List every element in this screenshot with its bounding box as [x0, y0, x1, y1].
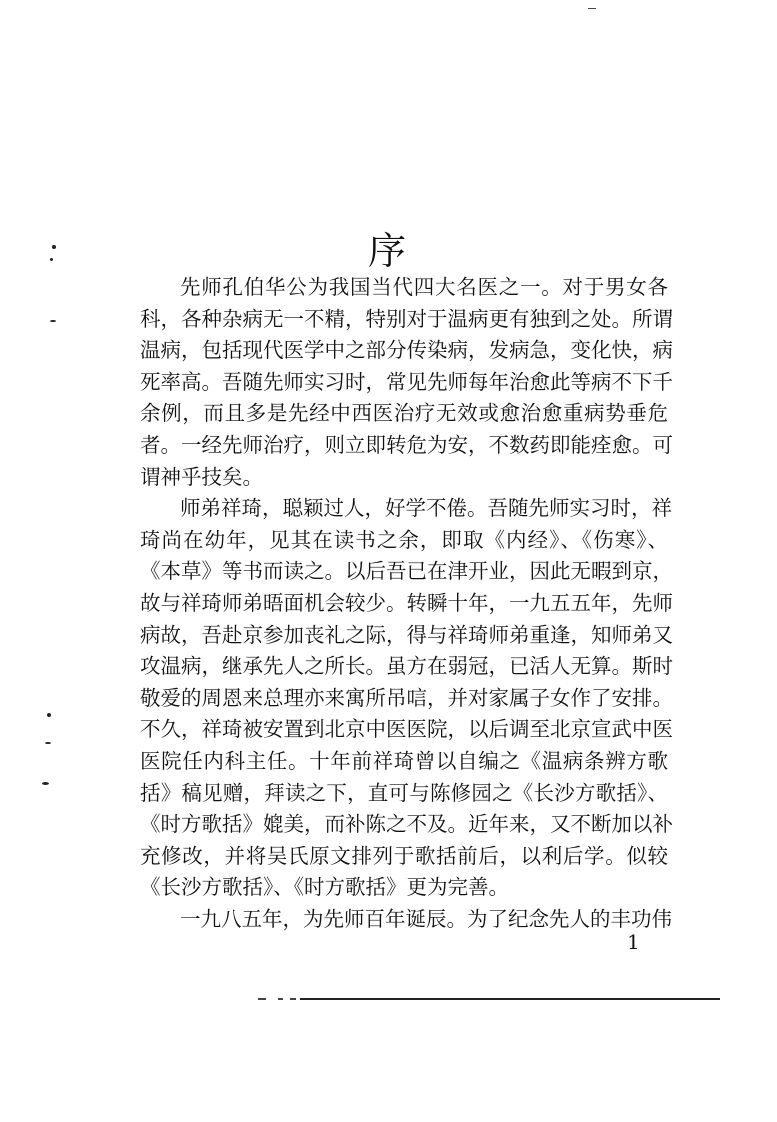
scan-speck [50, 320, 56, 322]
text-line: 谓神乎技矣。 [140, 464, 263, 489]
scan-speck [42, 782, 49, 785]
text-line: 余例，而且多是先经中西医治疗无效或愈治愈重病势垂危 [140, 401, 668, 426]
text-line: 《时方歌括》媲美，而补陈之不及。近年来，又不断加以补 [140, 812, 673, 837]
page-title: 序 [368, 229, 407, 273]
text-line: 不久，祥琦被安置到北京中医医院，以后调至北京宣武中医 [140, 717, 673, 742]
text-line: 充修改，并将吴氏原文排列于歌括前后，以利后学。似较 [140, 843, 668, 868]
text-line: 温病，包括现代医学中之部分传染病，发病急，变化快，病 [140, 338, 673, 363]
text-line: 病故，吾赴京参加丧礼之际，得与祥琦师弟重逢，知师弟又 [140, 622, 673, 647]
text-line: 故与祥琦师弟晤面机会较少。转瞬十年，一九五五年，先师 [140, 590, 673, 615]
text-line: 先师孔伯华公为我国当代四大名医之一。对于男女各 [180, 275, 668, 299]
footer-rule-dash [278, 998, 283, 1000]
text-line: 医院任内科主任。十年前祥琦曾以自编之《温病条辨方歌 [140, 748, 668, 773]
text-line: 死率高。吾随先师实习时，常见先师每年治愈此等病不下千 [140, 369, 673, 394]
text-line: 琦尚在幼年，见其在读书之余，即取《内经》、《伤寒》、 [140, 527, 668, 552]
text-line: 《本草》等书而读之。以后吾已在津开业，因此无暇到京， [140, 559, 673, 584]
text-line: 敬爱的周恩来总理亦来寓所吊唁，并对家属子女作了安排。 [140, 685, 673, 710]
text-line: 《长沙方歌括》、《时方歌括》更为完善。 [140, 875, 509, 900]
footer-rule [300, 998, 720, 1000]
text-line: 师弟祥琦，聪颖过人，好学不倦。吾随先师实习时，祥 [180, 496, 672, 521]
footer-rule-dash [290, 998, 296, 1000]
scan-speck [50, 258, 53, 261]
scan-speck [52, 245, 56, 249]
preface-body [140, 272, 673, 935]
scan-mark [588, 8, 596, 9]
footer-rule-dash [258, 998, 266, 1000]
text-line: 攻温病，继承先人之所长。虽方在弱冠，已活人无算。斯时 [140, 654, 673, 679]
page-number: 1 [627, 930, 640, 954]
scan-speck [45, 742, 51, 744]
scan-speck [47, 713, 51, 717]
text-line: 括》稿见赠，拜读之下，直可与陈修园之《长沙方歌括》、 [140, 780, 668, 805]
text-line: 一九八五年，为先师百年诞辰。为了纪念先人的丰功伟 [180, 906, 672, 931]
text-line: 者。一经先师治疗，则立即转危为安，不数药即能痊愈。可 [140, 432, 673, 457]
text-line: 科，各种杂病无一不精，特别对于温病更有独到之处。所谓 [140, 306, 673, 331]
